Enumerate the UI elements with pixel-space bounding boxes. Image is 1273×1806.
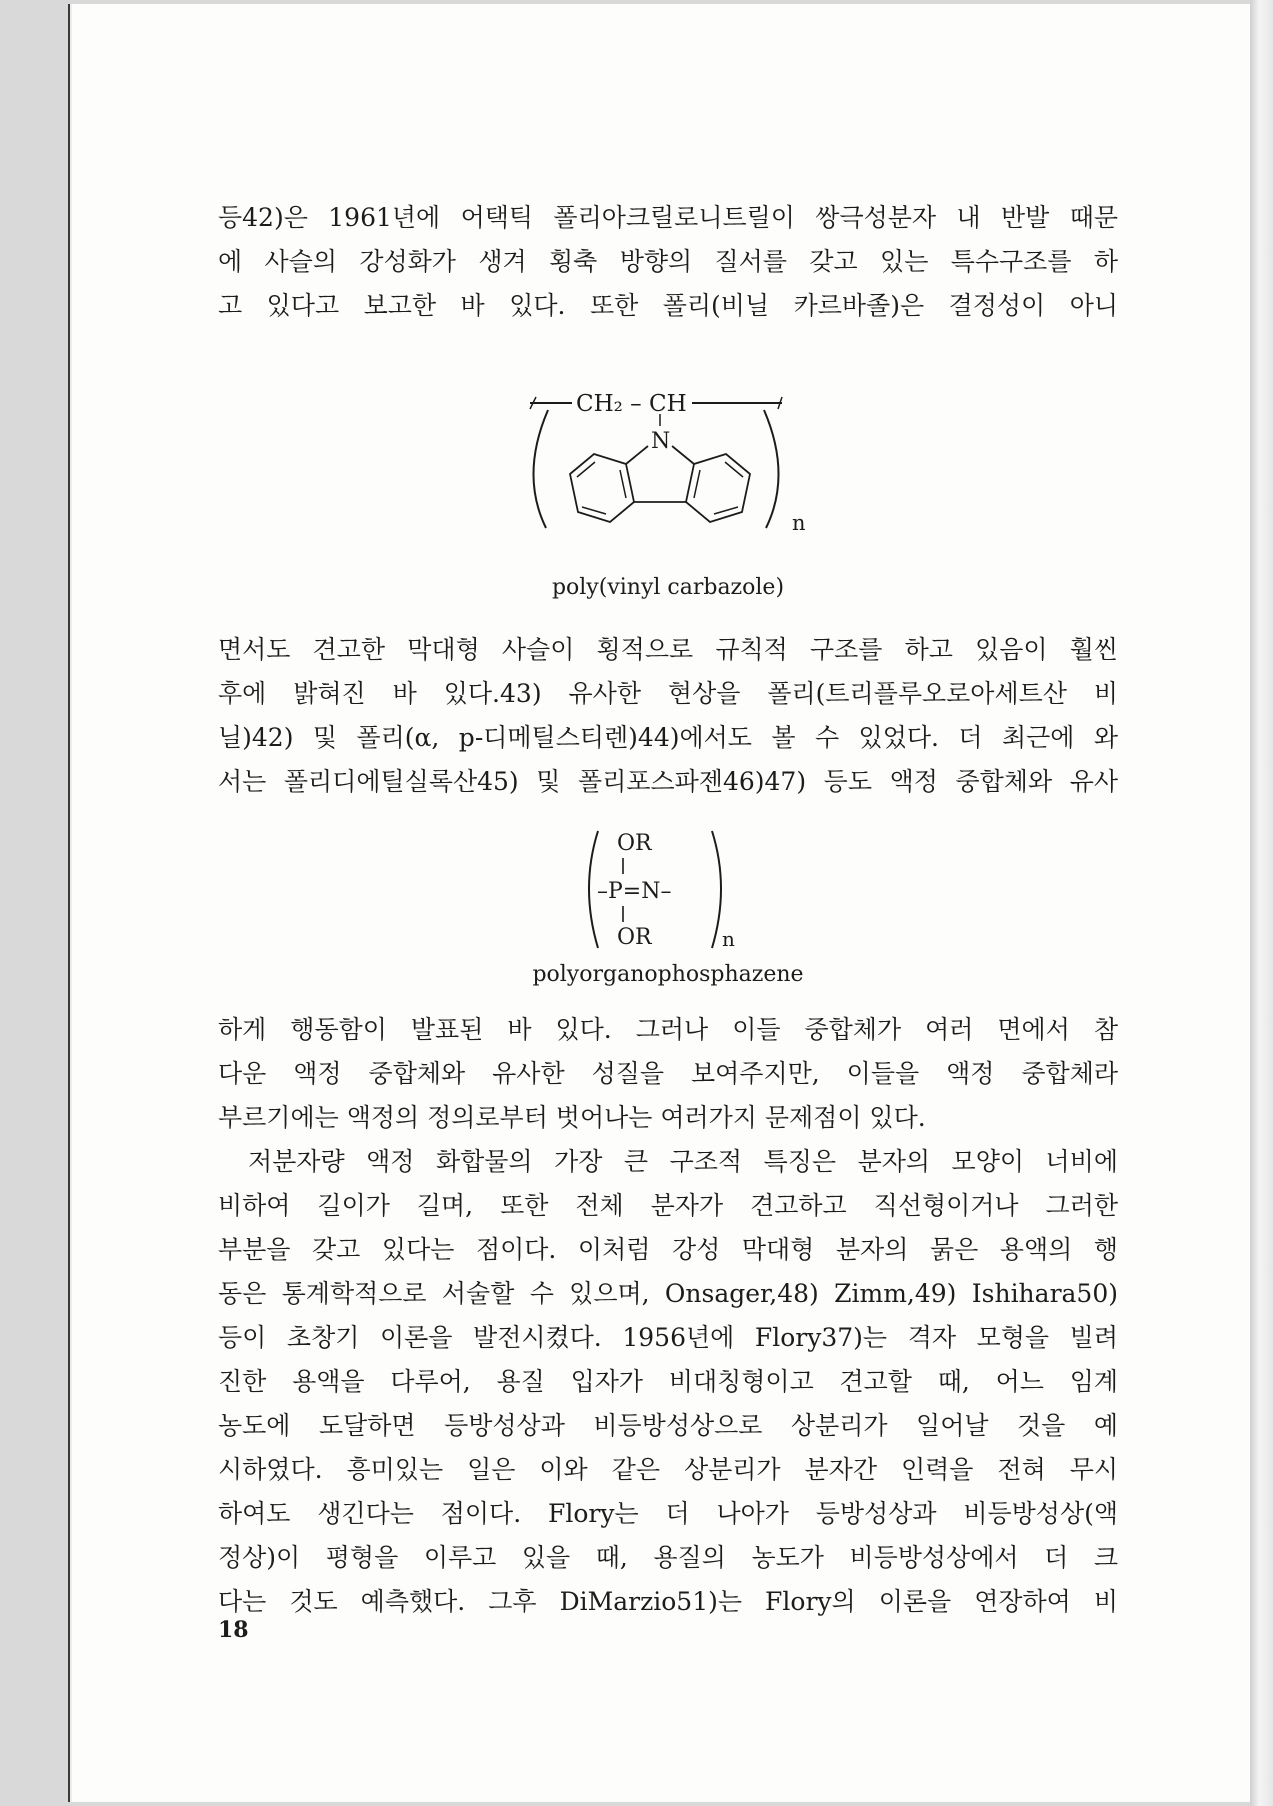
text-line: 비하여 길이가 길며, 또한 전체 분자가 견고하고 직선형이거나 그러한 <box>218 1191 1118 1220</box>
text-line: 정상)이 평형을 이루고 있을 때, 용질의 농도가 비등방성상에서 더 크 <box>218 1543 1118 1572</box>
poly-vinyl-carbazole-structure <box>520 380 820 550</box>
nitrogen-atom: N <box>651 429 671 454</box>
text-line: 농도에 도달하면 등방성상과 비등방성상으로 상분리가 일어날 것을 예 <box>218 1411 1118 1440</box>
paragraph-1 <box>218 196 1118 328</box>
text-line: 닐)42) 및 폴리(α, p-디메틸스티렌)44)에서도 볼 수 있었다. 더 최근에 와 <box>218 723 1118 752</box>
text-line: 다운 액정 중합체와 유사한 성질을 보여주지만, 이들을 액정 중합체라 <box>218 1059 1118 1088</box>
bottom-substituent: OR <box>617 925 652 950</box>
text-line: 등이 초창기 이론을 발전시켰다. 1956년에 Flory37)는 격자 모형을 빌려 <box>218 1323 1118 1352</box>
text-line: 저분자량 액정 화합물의 가장 큰 구조적 특징은 분자의 모양이 너비에 <box>248 1147 1118 1176</box>
text-line: 고 있다고 보고한 바 있다. 또한 폴리(비닐 카르바졸)은 결정성이 아니 <box>218 291 1118 320</box>
paragraph-3 <box>218 1008 1118 1140</box>
paragraph-4 <box>218 1140 1118 1624</box>
text-line: 후에 밝혀진 바 있다.43) 유사한 현상을 폴리(트리플루오로아세트산 비 <box>218 679 1118 708</box>
text-line: 면서도 견고한 막대형 사슬이 횡적으로 규칙적 구조를 하고 있음이 훨씬 <box>218 635 1118 664</box>
polyorganophosphazene-structure <box>580 826 760 958</box>
text-line: 등42)은 1961년에 어택틱 폴리아크릴로니트릴이 쌍극성분자 내 반발 때문 <box>218 203 1118 232</box>
repeat-subscript: n <box>722 927 735 951</box>
top-substituent: OR <box>617 831 652 856</box>
figure-caption: poly(vinyl carbazole) <box>551 575 785 600</box>
text-line: 시하였다. 흥미있는 일은 이와 같은 상분리가 분자간 인력을 전혀 무시 <box>218 1455 1118 1484</box>
text-line: 서는 폴리디에틸실록산45) 및 폴리포스파젠46)47) 등도 액정 중합체와 유사 <box>218 767 1118 796</box>
paragraph-2 <box>218 628 1118 804</box>
repeat-subscript: n <box>792 511 806 535</box>
backbone-label: –P=N– <box>597 879 672 904</box>
chain-label: CH₂ – CH <box>576 391 687 417</box>
page-number: 18 <box>218 1617 249 1643</box>
text-line: 하게 행동함이 발표된 바 있다. 그러나 이들 중합체가 여러 면에서 참 <box>218 1015 1118 1044</box>
text-line: 다는 것도 예측했다. 그후 DiMarzio51)는 Flory의 이론을 연장하여 비 <box>218 1587 1118 1616</box>
text-line: 하여도 생긴다는 점이다. Flory는 더 나아가 등방성상과 비등방성상(액 <box>218 1499 1118 1528</box>
text-line: 부르기에는 액정의 정의로부터 벗어나는 여러가지 문제점이 있다. <box>218 1103 926 1132</box>
text-line: 진한 용액을 다루어, 용질 입자가 비대칭형이고 견고할 때, 어느 임계 <box>218 1367 1118 1396</box>
figure-caption: polyorganophosphazene <box>532 962 804 987</box>
page-edge <box>1250 0 1273 1806</box>
text-line: 부분을 갖고 있다는 점이다. 이처럼 강성 막대형 분자의 묽은 용액의 행 <box>218 1235 1118 1264</box>
text-line: 에 사슬의 강성화가 생겨 횡축 방향의 질서를 갖고 있는 특수구조를 하 <box>218 247 1118 276</box>
text-line: 동은 통계학적으로 서술할 수 있으며, Onsager,48) Zimm,49) Ishihara50) <box>218 1279 1118 1308</box>
